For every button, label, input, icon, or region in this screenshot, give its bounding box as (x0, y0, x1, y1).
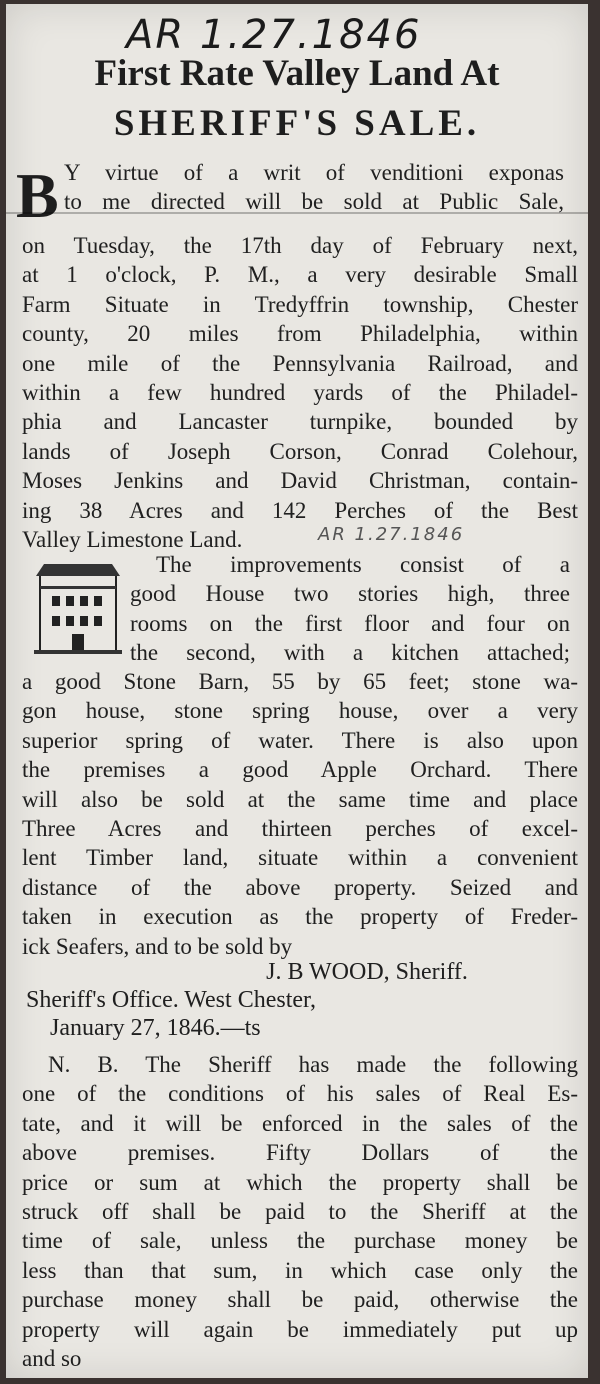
main-line: within a few hundred yards of the Philadel- (22, 380, 578, 406)
description-line: the premises a good Apple Orchard. There (22, 757, 578, 783)
improvements-paragraph (130, 550, 570, 668)
nb-line: property will again be immediately put up (22, 1316, 578, 1342)
main-line: county, 20 miles from Philadelphia, within (22, 321, 578, 347)
intro-line: Y virtue of a writ of venditioni exponas (64, 160, 564, 185)
main-line: one mile of the Pennsylvania Railroad, and (22, 350, 578, 376)
description-line: lent Timber land, situate within a convenient (22, 845, 578, 871)
drop-cap: B (16, 160, 59, 231)
description-line: distance of the above property. Seized and (22, 874, 578, 900)
description-line: taken in execution as the property of Freder- (22, 904, 578, 930)
headline-line-1: First Rate Valley Land At (94, 53, 500, 94)
description-line: will also be sold at the same time and place (22, 786, 578, 812)
notice-date: January 27, 1846.—ts (50, 1015, 261, 1041)
nb-line: struck off shall be paid to the Sheriff at the (22, 1199, 578, 1225)
intro-paragraph (64, 158, 564, 217)
description-line: a good Stone Barn, 55 by 65 feet; stone wa- (22, 669, 578, 694)
headline-line-2: SHERIFF'S SALE. (113, 103, 481, 144)
main-line: Moses Jenkins and David Christman, contain- (22, 468, 578, 494)
nb-line: N. B. The Sheriff has made the following (48, 1052, 578, 1077)
handwritten-date-note: AR 1.27.1846 (126, 12, 422, 58)
nb-line: one of the conditions of his sales of Real Es- (22, 1081, 578, 1107)
improvements-line: rooms on the first floor and four on (130, 610, 570, 636)
nb-line: less than that sum, in which case only the (22, 1257, 578, 1283)
nb-line: tate, and it will be enforced in the sales of the (22, 1110, 578, 1136)
nb-line: price or sum at which the property shall be (22, 1169, 578, 1195)
sheriff-office-line: Sheriff's Office. West Chester, (26, 987, 317, 1013)
description-line: Three Acres and thirteen perches of excel- (22, 816, 578, 842)
house-woodcut-icon (34, 560, 122, 656)
description-line: gon house, stone spring house, over a very (22, 698, 578, 724)
main-line: phia and Lancaster turnpike, bounded by (22, 409, 578, 435)
description-line: superior spring of water. There is also upon (22, 727, 578, 753)
main-line: on Tuesday, the 17th day of February next, (22, 233, 578, 258)
property-description-paragraph (22, 667, 578, 961)
nb-line: purchase money shall be paid, otherwise the (22, 1287, 578, 1313)
nota-bene-paragraph (22, 1050, 578, 1373)
main-line: at 1 o'clock, P. M., a very desirable Small (22, 262, 578, 288)
sheriff-signature: J. B WOOD, Sheriff. (266, 959, 468, 985)
main-line: Farm Situate in Tredyffrin township, Chester (22, 291, 578, 317)
improvements-line: good House two stories high, three (130, 581, 570, 607)
improvements-line: the second, with a kitchen attached; (130, 640, 570, 666)
nb-line: time of sale, unless the purchase money be (22, 1228, 578, 1254)
description-line: ick Seafers, and to be sold by (22, 933, 293, 959)
main-line: lands of Joseph Corson, Conrad Colehour, (22, 438, 578, 464)
paper-fold-line (6, 212, 588, 214)
main-line: ing 38 Acres and 142 Perches of the Best (22, 497, 578, 523)
newspaper-clipping (6, 4, 588, 1378)
nb-line: above premises. Fifty Dollars of the (22, 1140, 578, 1166)
intro-line: to me directed will be sold at Public Sale, (64, 189, 564, 215)
main-line: Valley Limestone Land. (22, 527, 243, 553)
main-paragraph (22, 231, 578, 554)
nb-line: and so (22, 1346, 82, 1372)
improvements-line: The improvements consist of a (156, 552, 570, 577)
handwritten-margin-note: AR 1.27.1846 (318, 524, 465, 545)
